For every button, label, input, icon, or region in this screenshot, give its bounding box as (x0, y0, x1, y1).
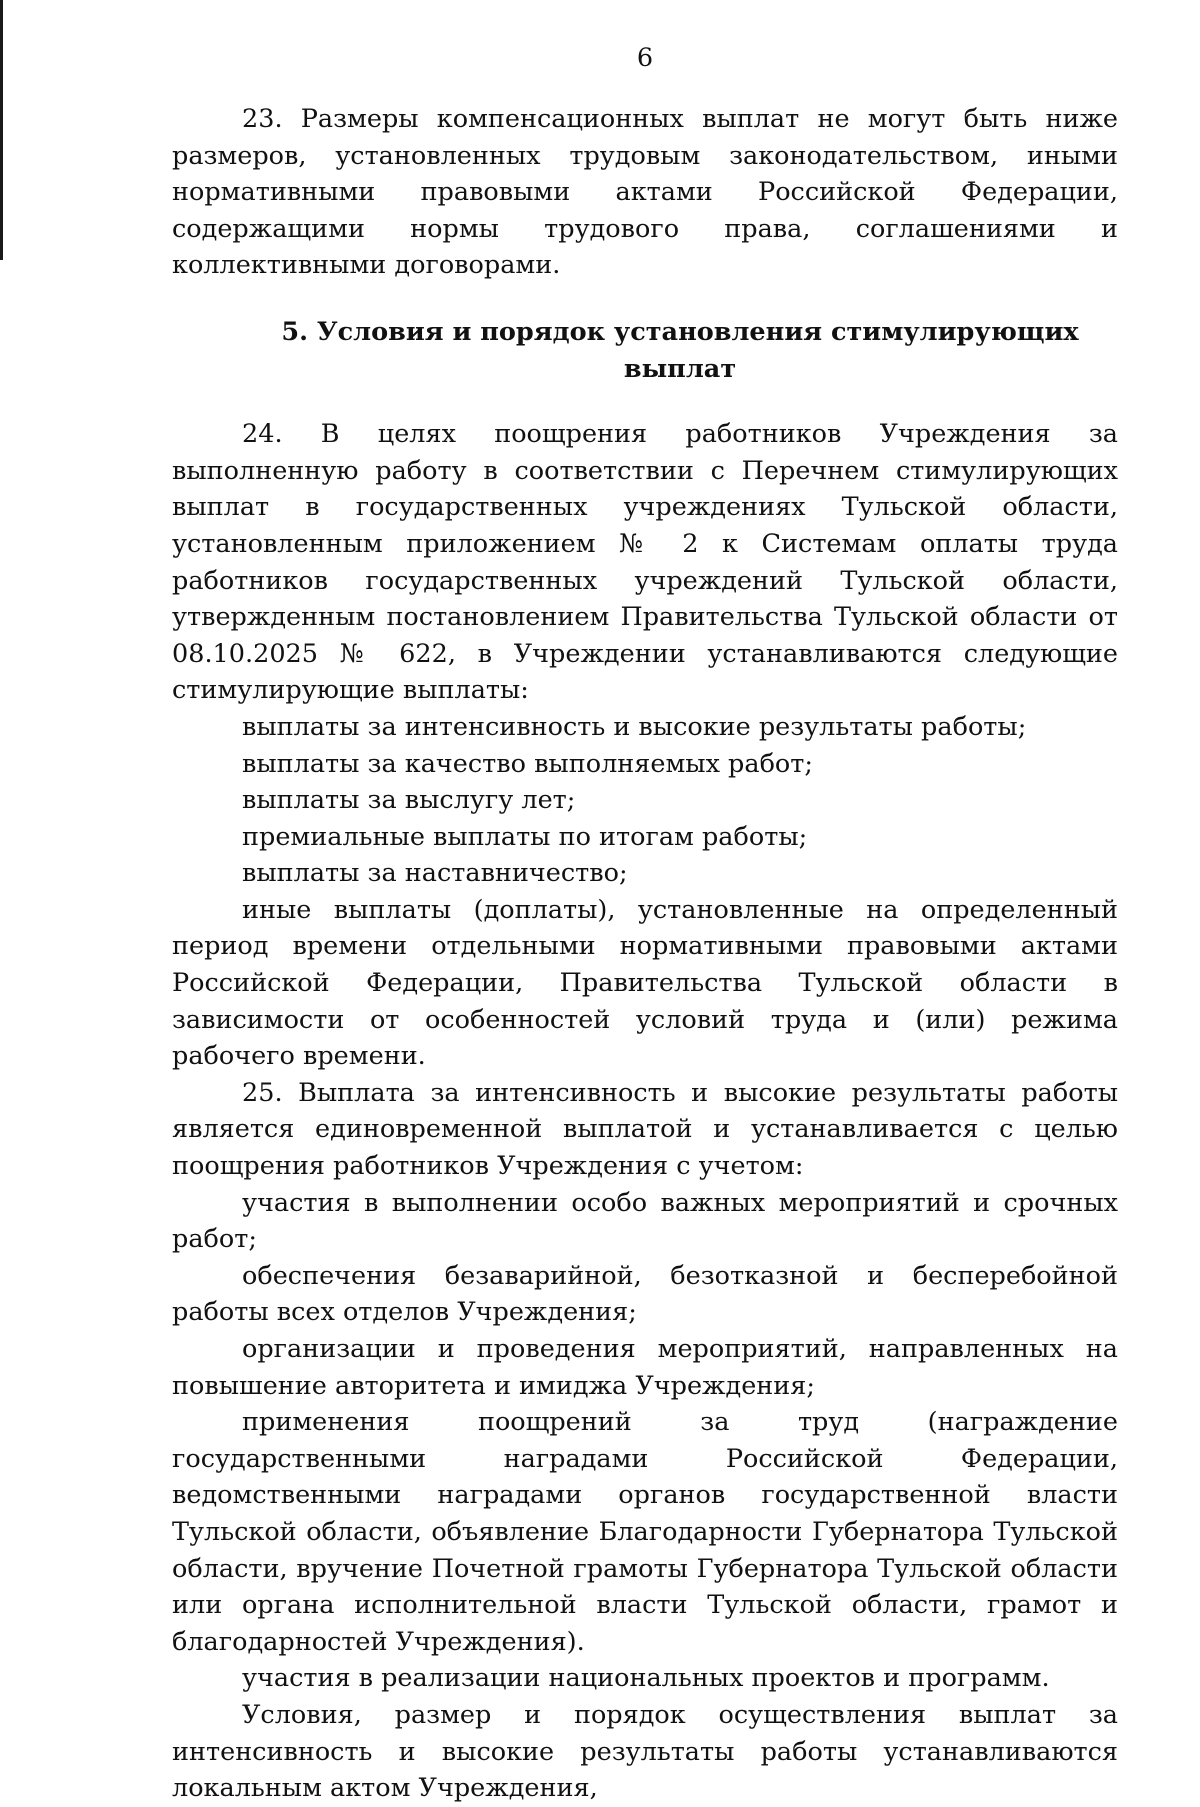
section-5-heading: 5. Условия и порядок установления стимулирующих выплат (281, 316, 1079, 384)
document-page (172, 0, 1118, 1804)
page-number: 6 (636, 43, 654, 73)
list-item: выплаты за наставничество; (242, 858, 628, 889)
list-item: применения поощрений за труд (награждение государственными наградами Российской Федерации, ведомственными наградами органов государственной власти Тульской области, объявление Благодарности Губернатора Тульской области, вручение Почетной грамоты Губернатора Тульской области или органа исполнительной власти Тульской области, грамот и благодарностей Учреждения). (172, 1407, 1118, 1657)
document-body (172, 101, 1118, 1807)
list-item: участия в реализации национальных проектов и программ. (242, 1663, 1050, 1694)
paragraph-conditions: Условия, размер и порядок осуществления выплат за интенсивность и высокие результаты работы устанавливаются локальным актом Учреждения, (172, 1699, 1118, 1804)
list-item: иные выплаты (доплаты), установленные на определенный период времени отдельными нормативными правовыми актами Российской Федерации, Правительства Тульской области в зависимости от особенностей условий труда и (или) режима рабочего времени. (172, 894, 1118, 1072)
list-item: выплаты за выслугу лет; (242, 785, 576, 816)
paragraph-23: 23. Размеры компенсационных выплат не могут быть ниже размеров, установленных трудовым законодательством, иными нормативными правовыми актами Российской Федерации, содержащими нормы трудового права, соглашениями и коллективными договорами. (172, 104, 1118, 281)
scan-edge-mark (0, 0, 3, 260)
list-item: выплаты за интенсивность и высокие результаты работы; (242, 711, 1027, 742)
list-item: премиальные выплаты по итогам работы; (242, 821, 808, 852)
list-item: организации и проведения мероприятий, направленных на повышение авторитета и имиджа Учреждения; (172, 1334, 1118, 1401)
paragraph-24: 24. В целях поощрения работников Учреждения за выполненную работу в соответствии с Перечнем стимулирующих выплат в государственных учреждениях Тульской области, установленным приложением № 2 к Системам оплаты труда работников государственных учреждений Тульской области, утвержденным постановлением Правительства Тульской области от 08.10.2025 № 622, в Учреждении устанавливаются следующие стимулирующие выплаты: (172, 419, 1118, 706)
paragraph-25: 25. Выплата за интенсивность и высокие результаты работы является единовременной выплатой и устанавливается с целью поощрения работников Учреждения с учетом: (172, 1077, 1118, 1182)
list-item: обеспечения безаварийной, безотказной и бесперебойной работы всех отделов Учреждения; (172, 1260, 1118, 1328)
list-item: участия в выполнении особо важных мероприятий и срочных работ; (172, 1187, 1118, 1255)
list-item: выплаты за качество выполняемых работ; (242, 748, 813, 779)
